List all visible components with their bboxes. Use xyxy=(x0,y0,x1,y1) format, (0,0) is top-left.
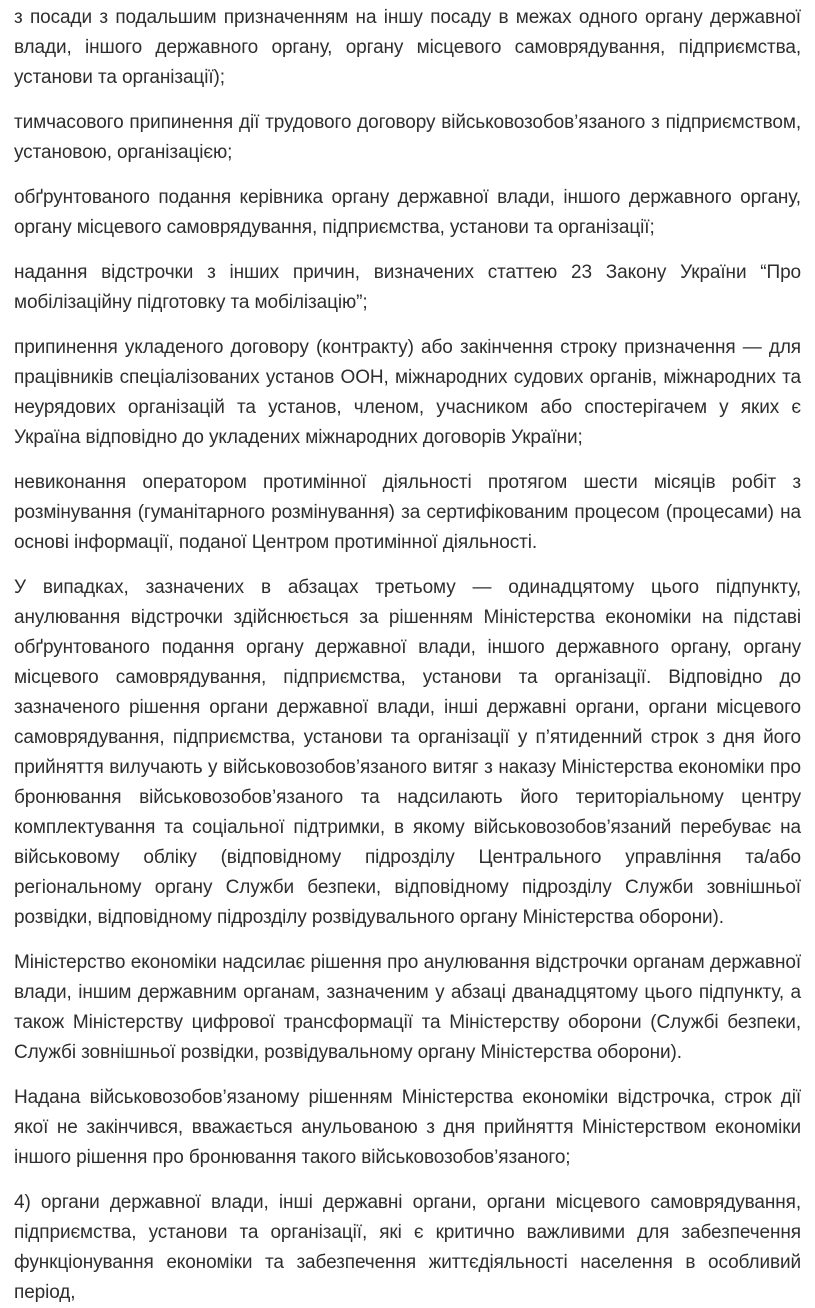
paragraph: тимчасового припинення дії трудового договору військовозобов’язаного з підприємством, установою, організацією; xyxy=(14,112,801,163)
paragraph: невиконання оператором протимінної діяльності протягом шести місяців робіт з розмінування (гуманітарного розмінування) за сертифікованим процесом (процесами) на основі інформації, поданої Центром протимінної діяльності. xyxy=(14,472,801,553)
paragraph: 4) органи державної влади, інші державні органи, органи місцевого самоврядування, підприємства, установи та організації, які є критично важливими для забезпечення функціонування економіки та забезпечення життєдіяльності населення в особливий період, xyxy=(14,1192,801,1303)
paragraph: з посади з подальшим призначенням на іншу посаду в межах одного органу державної влади, іншого державного органу, органу місцевого самоврядування, підприємства, установи та організації); xyxy=(14,7,801,88)
paragraph: Надана військовозобов’язаному рішенням Міністерства економіки відстрочка, строк дії якої не закінчився, вважається анульованою з дня прийняття Міністерством економіки іншого рішення про бронювання такого військовозобов’язаного; xyxy=(14,1087,801,1168)
paragraph: обґрунтованого подання керівника органу державної влади, іншого державного органу, органу місцевого самоврядування, підприємства, установи та організації; xyxy=(14,187,801,238)
paragraph: У випадках, зазначених в абзацах третьому — одинадцятому цього підпункту, анулювання відстрочки здійснюється за рішенням Міністерства економіки на підставі обґрунтованого подання органу державної влади, іншого державного органу, органу місцевого самоврядування, підприємства, установи та організації. Відповідно до зазначеного рішення органи державної влади, інші державні органи, органи місцевого самоврядування, підприємства, установи та організації у п’ятиденний строк з дня його прийняття вилучають у військовозобов’язаного витяг з наказу Міністерства економіки про бронювання військовозобов’язаного та надсилають його територіальному центру комплектування та соціальної підтримки, в якому військовозобов’язаний перебуває на військовому обліку (відповідному підрозділу Центрального управління та/або регіональному органу Служби безпеки, відповідному підрозділу Служби зовнішньої розвідки, відповідному підрозділу розвідувального органу Міністерства оборони). xyxy=(14,577,801,928)
paragraph: припинення укладеного договору (контракту) або закінчення строку призначення — для працівників спеціалізованих установ ООН, міжнародних судових органів, міжнародних та неурядових організацій та установ, членом, учасником або спостерігачем у яких є Україна відповідно до укладених міжнародних договорів України; xyxy=(14,337,801,448)
paragraph: Міністерство економіки надсилає рішення про анулювання відстрочки органам державної влади, іншим державним органам, зазначеним у абзаці дванадцятому цього підпункту, а також Міністерству цифрової трансформації та Міністерству оборони (Службі безпеки, Службі зовнішньої розвідки, розвідувальному органу Міністерства оборони). xyxy=(14,952,801,1063)
paragraph: надання відстрочки з інших причин, визначених статтею 23 Закону України “Про мобілізаційну підготовку та мобілізацію”; xyxy=(14,262,801,313)
